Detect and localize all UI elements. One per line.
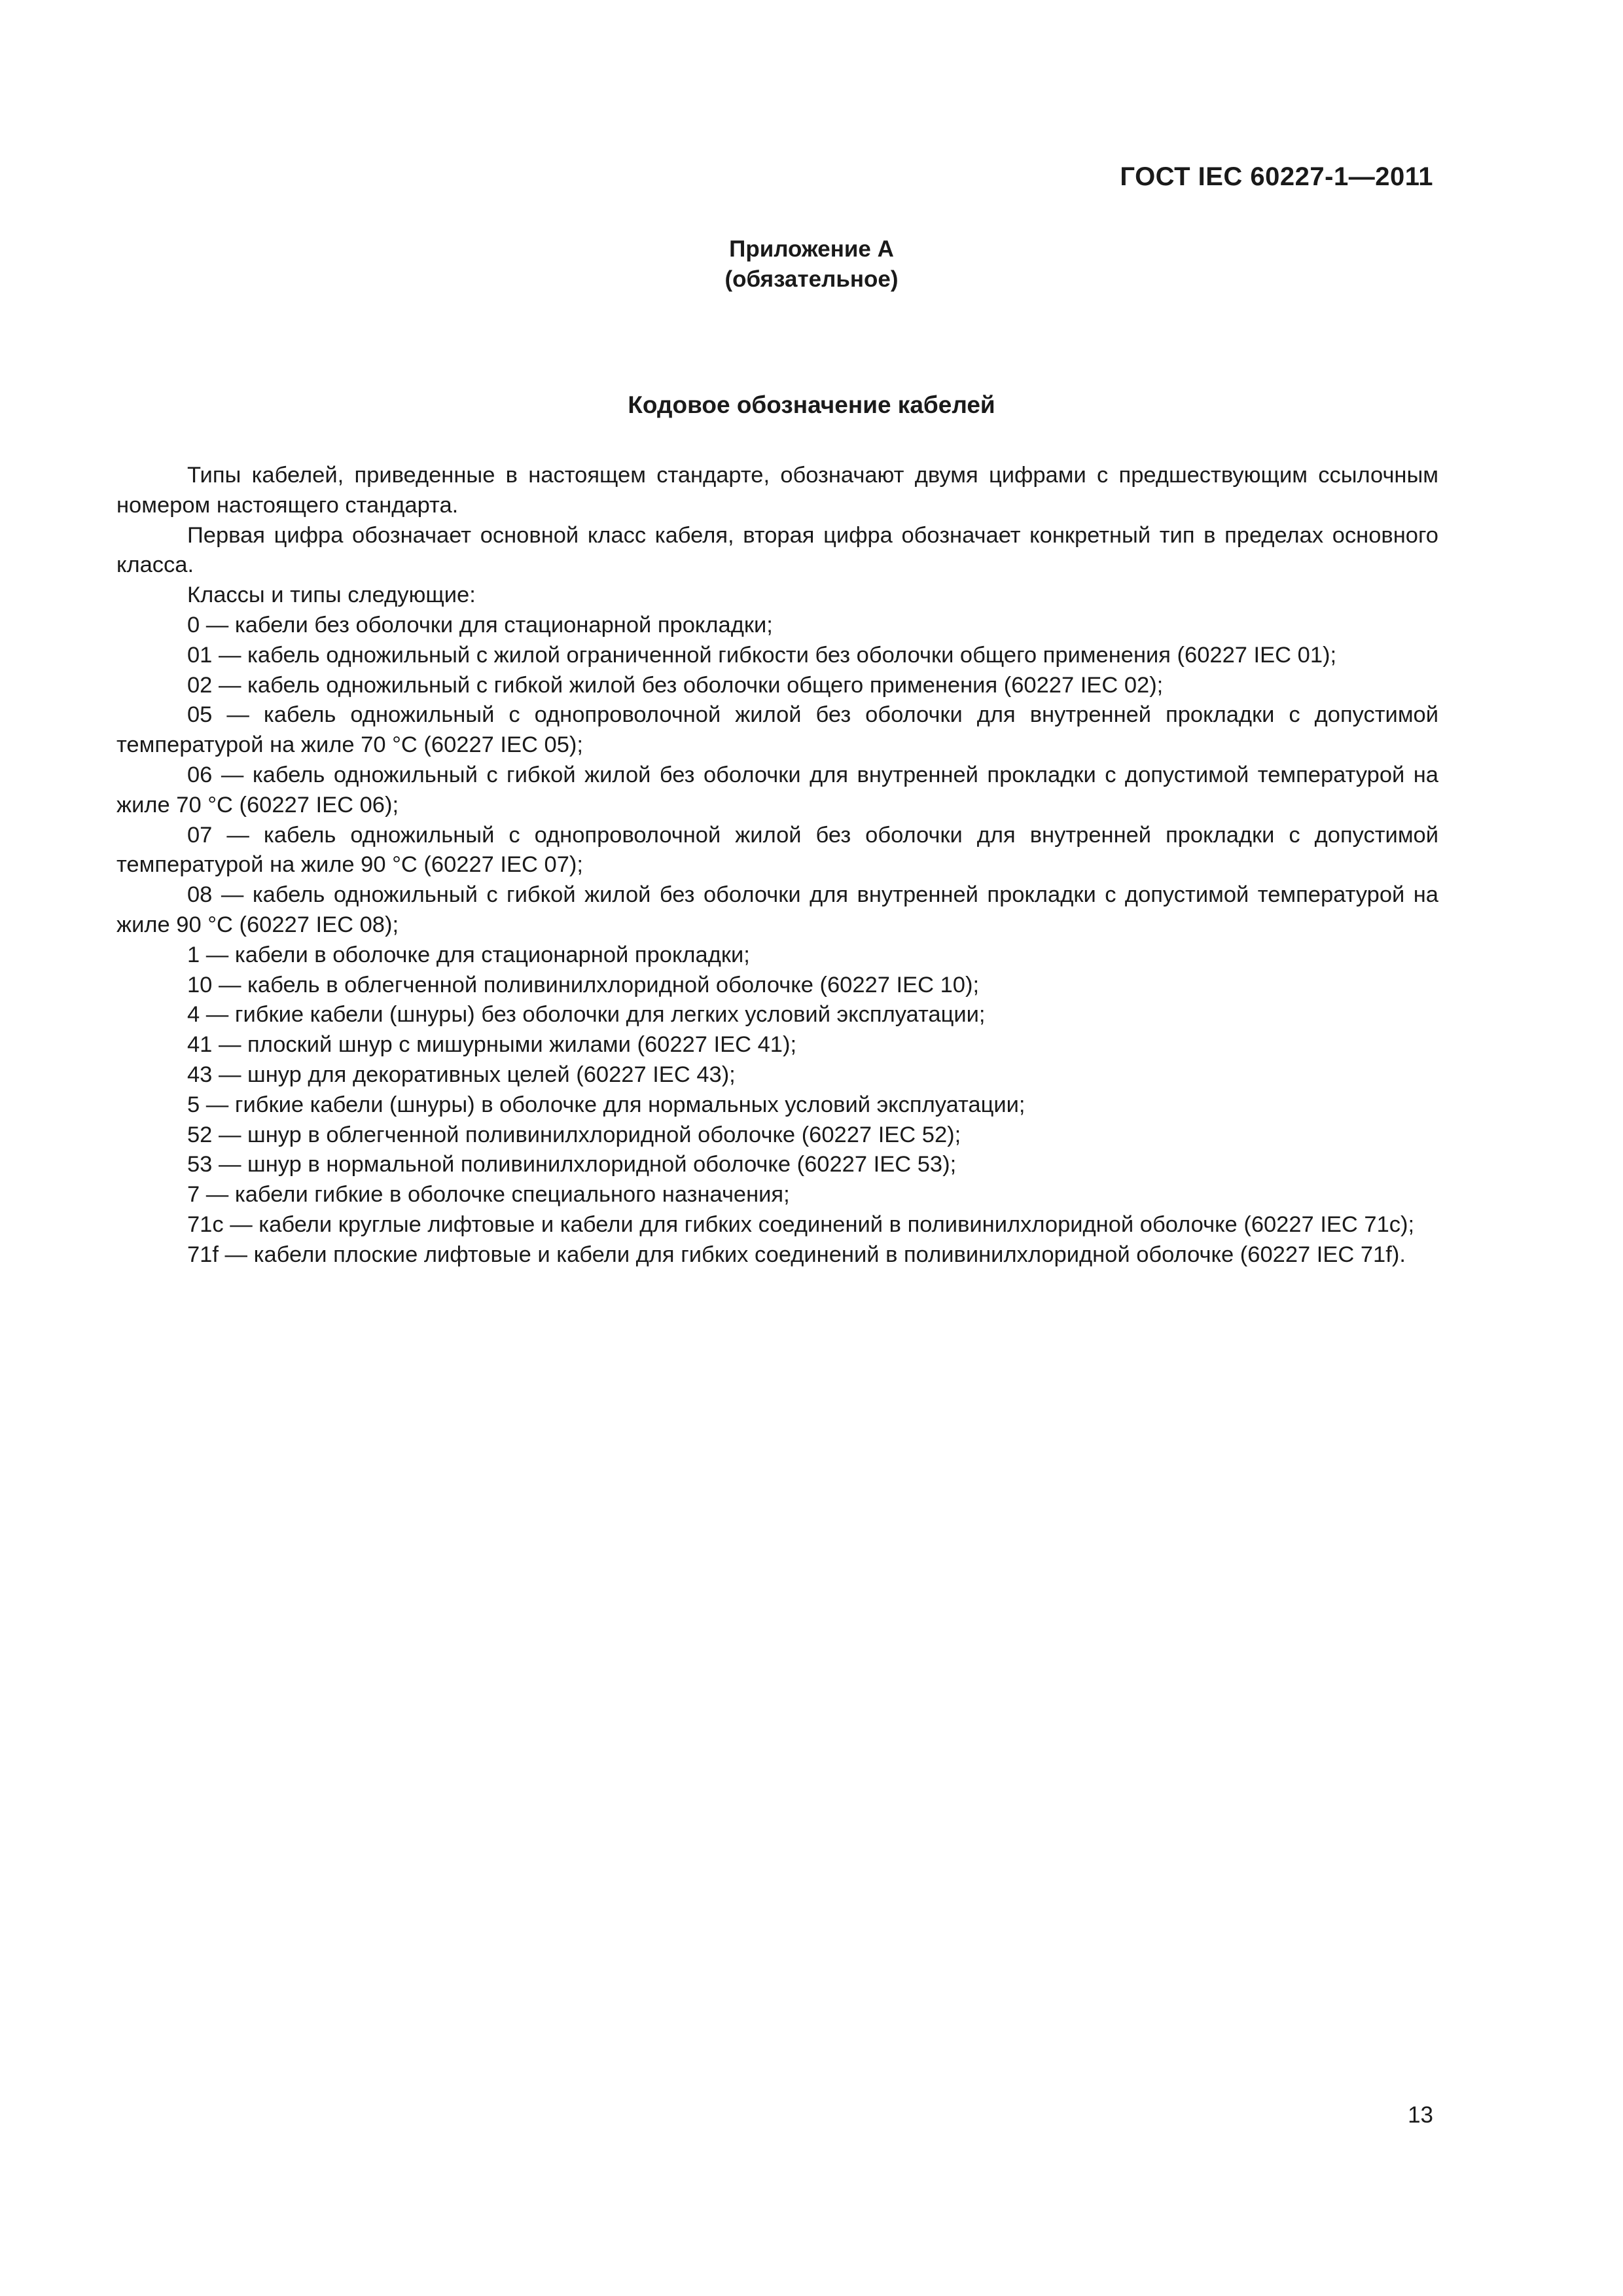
- annex-title: Приложение А: [729, 236, 894, 262]
- list-item: 53 — шнур в нормальной поливинилхлоридной оболочке (60227 IEC 53);: [187, 1152, 957, 1177]
- list-item: 08 — кабель одножильный с гибкой жилой без оболочки для внутренней прокладки с допустимой температурой на жиле 90 °С (60227 IEC 08);: [116, 882, 1438, 937]
- list-item: 4 — гибкие кабели (шнуры) без оболочки для легких условий эксплуатации;: [187, 1002, 986, 1028]
- list-item: 05 — кабель одножильный с однопроволочной жилой без оболочки для внутренней прокладки с допустимой температурой на жиле 70 °С (60227 IEC 05);: [116, 702, 1438, 758]
- list-item: 06 — кабель одножильный с гибкой жилой без оболочки для внутренней прокладки с допустимой температурой на жиле 70 °С (60227 IEC 06);: [116, 762, 1438, 817]
- paragraph: Классы и типы следующие:: [187, 583, 476, 608]
- list-item: 07 — кабель одножильный с однопроволочной жилой без оболочки для внутренней прокладки с допустимой температурой на жиле 90 °С (60227 IEC 07);: [116, 822, 1438, 878]
- list-item: 71f — кабели плоские лифтовые и кабели для гибких соединений в поливинилхлоридной оболочке (60227 IEC 71f).: [187, 1242, 1406, 1267]
- section-title: Кодовое обозначение кабелей: [628, 391, 995, 418]
- list-item: 5 — гибкие кабели (шнуры) в оболочке для нормальных условий эксплуатации;: [187, 1092, 1026, 1117]
- document-code: ГОСТ IEC 60227-1—2011: [1120, 162, 1433, 191]
- body-text: [116, 461, 1438, 1270]
- list-item: 10 — кабель в облегченной поливинилхлоридной оболочке (60227 IEC 10);: [187, 972, 980, 997]
- list-item: 7 — кабели гибкие в оболочке специального назначения;: [187, 1182, 790, 1208]
- list-item: 41 — плоский шнур с мишурными жилами (60227 IEC 41);: [187, 1032, 797, 1058]
- paragraph: Первая цифра обозначает основной класс кабеля, вторая цифра обозначает конкретный тип в пределах основного класса.: [116, 522, 1438, 578]
- list-item: 1 — кабели в оболочке для стационарной прокладки;: [187, 942, 750, 967]
- list-item: 01 — кабель одножильный с жилой ограниченной гибкости без оболочки общего применения (60227 IEC 01);: [187, 642, 1337, 668]
- list-item: 71c — кабели круглые лифтовые и кабели для гибких соединений в поливинилхлоридной оболочке (60227 IEC 71c);: [187, 1211, 1415, 1237]
- list-item: 43 — шнур для декоративных целей (60227 IEC 43);: [187, 1062, 736, 1087]
- list-item: 52 — шнур в облегченной поливинилхлоридной оболочке (60227 IEC 52);: [187, 1122, 961, 1147]
- page-number: 13: [1408, 2102, 1433, 2128]
- annex-heading: [0, 234, 1623, 295]
- paragraph: Типы кабелей, приведенные в настоящем стандарте, обозначают двумя цифрами с предшествующим ссылочным номером настоящего стандарта.: [116, 463, 1438, 518]
- annex-status: (обязательное): [724, 266, 899, 292]
- list-item: 02 — кабель одножильный с гибкой жилой без оболочки общего применения (60227 IEC 02);: [187, 672, 1164, 698]
- list-item: 0 — кабели без оболочки для стационарной прокладки;: [187, 612, 773, 637]
